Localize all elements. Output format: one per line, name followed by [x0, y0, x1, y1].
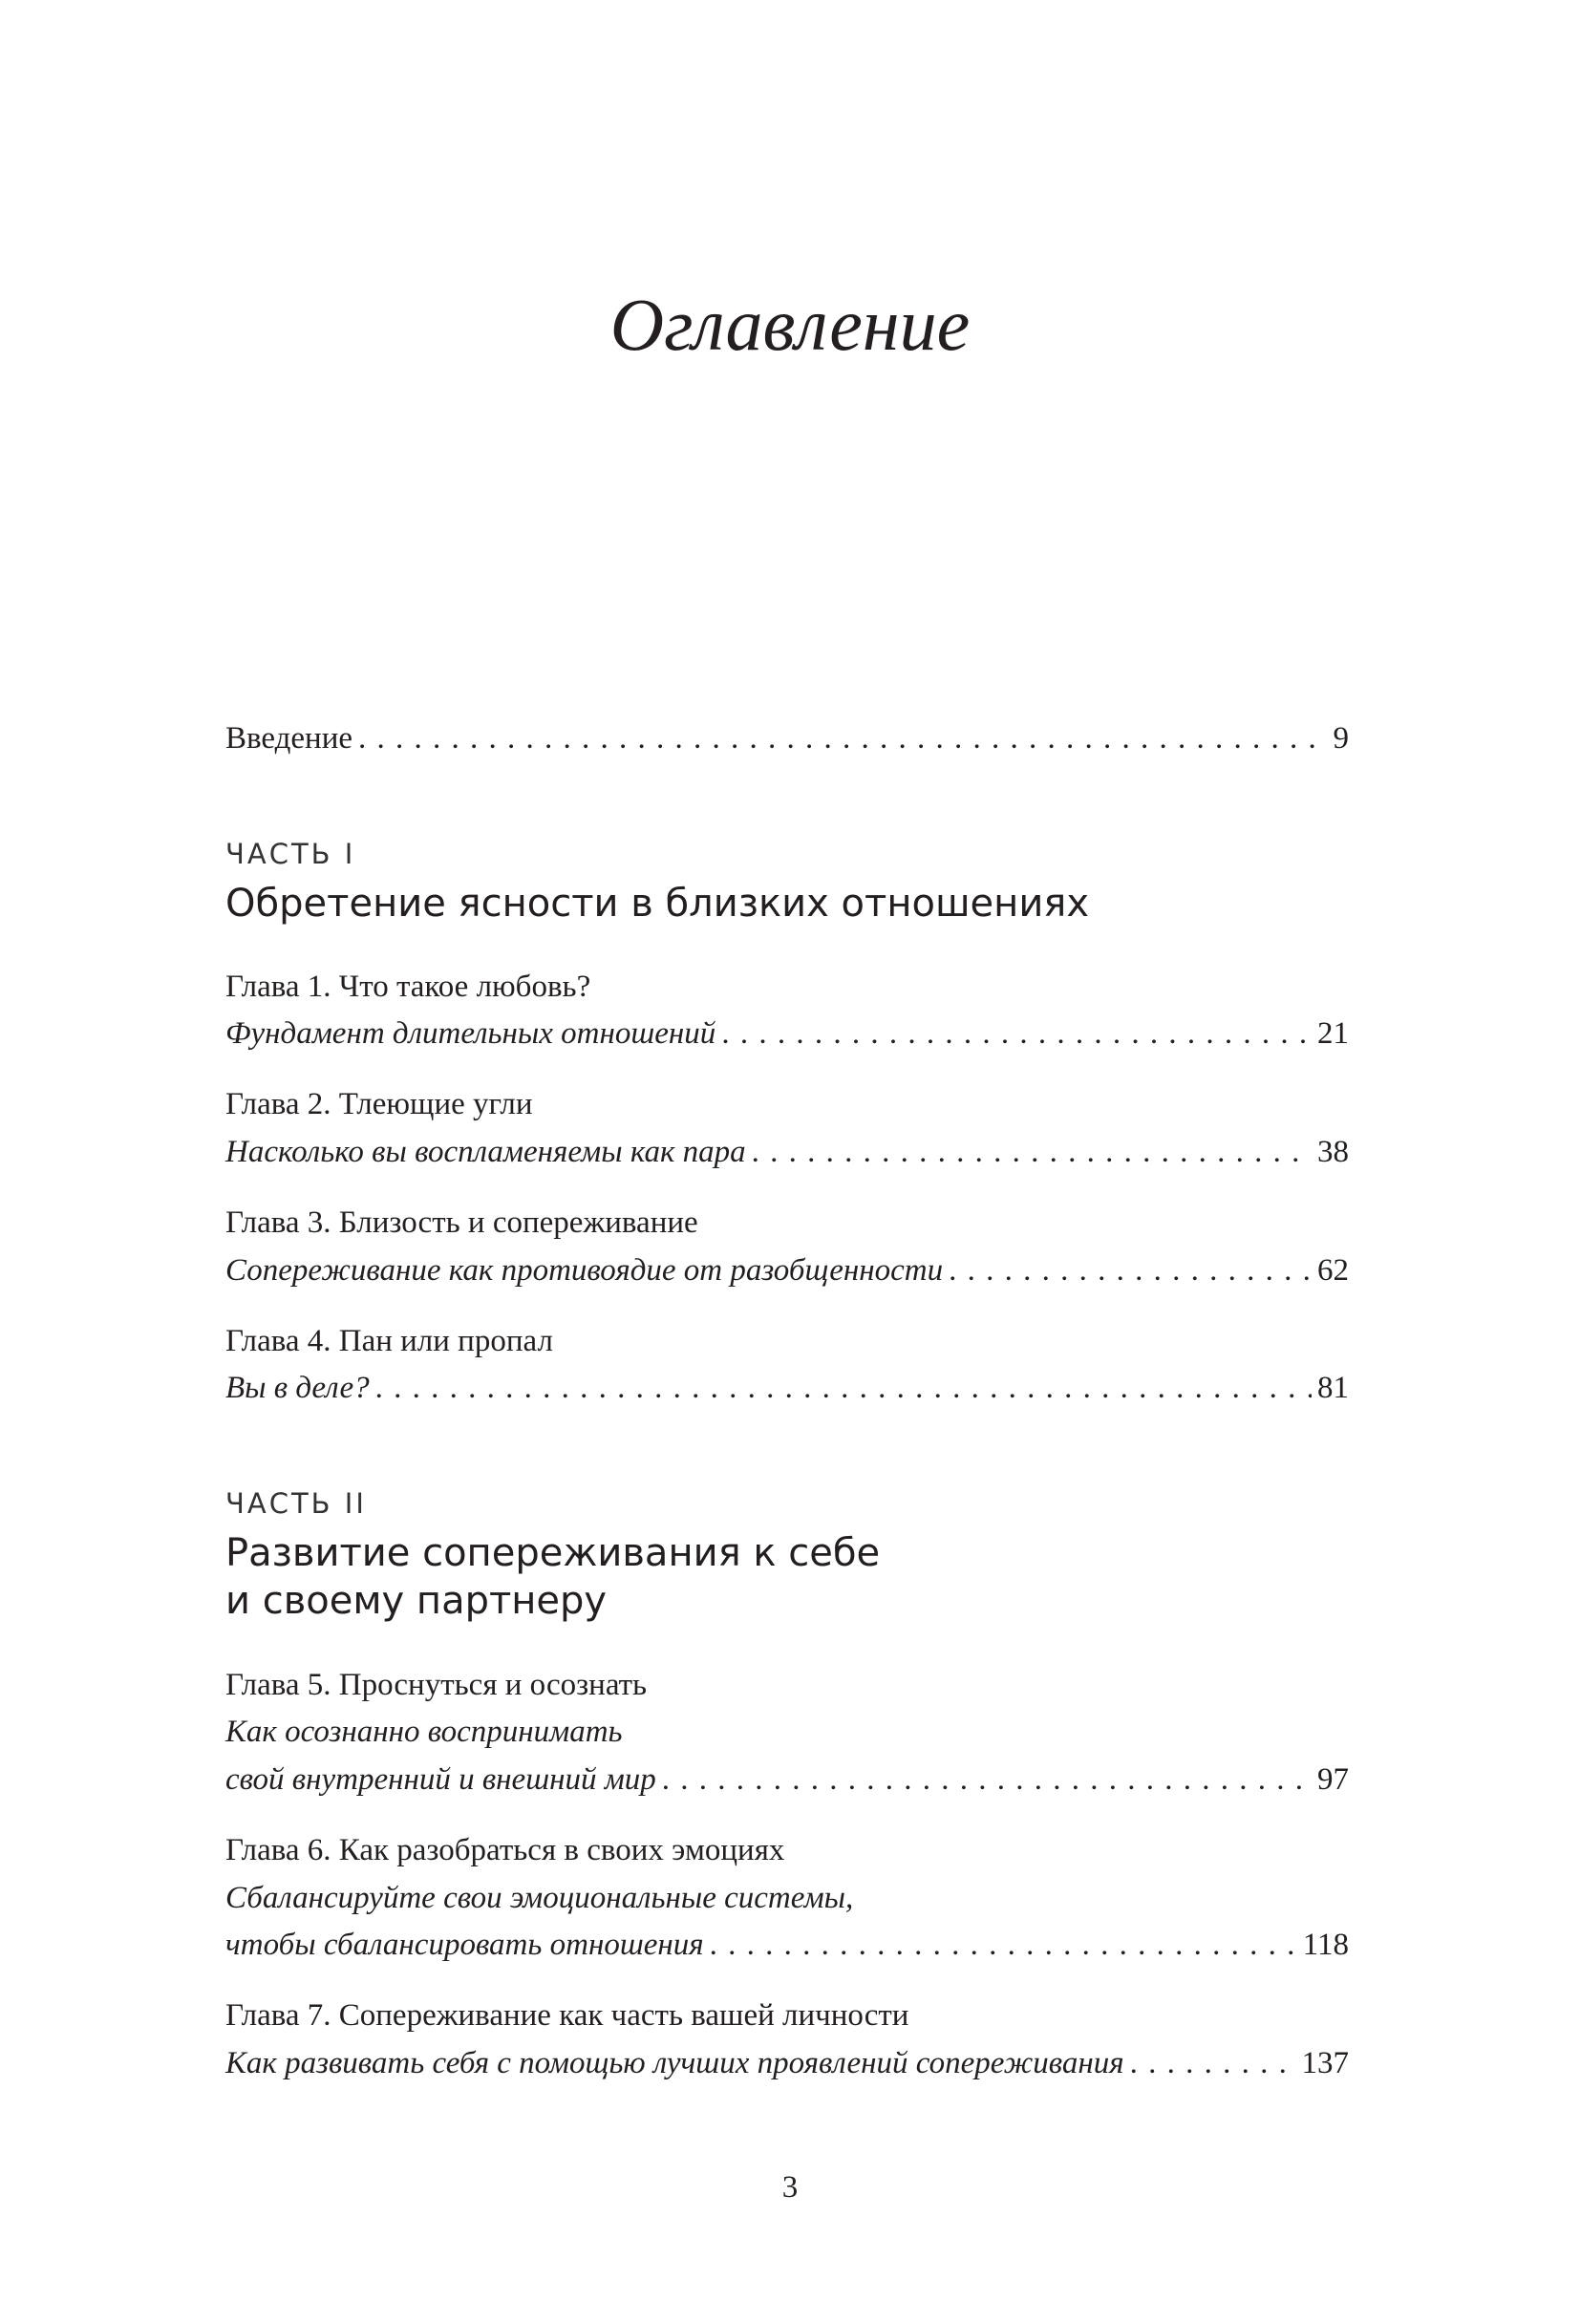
page-ref: 38: [1317, 1135, 1349, 1169]
page-ref: 21: [1317, 1016, 1349, 1051]
dot-leader: [721, 1010, 1312, 1057]
chapter-subtitle: Сбалансируйте свои эмоциональные системы,: [225, 1881, 854, 1915]
chapter-title-text: Глава 3. Близость и сопереживание: [225, 1205, 698, 1240]
page-ref: 118: [1302, 1928, 1349, 1962]
page-title: Оглавление: [609, 283, 971, 366]
part-title: Обретение ясности в близких отношениях: [225, 882, 1090, 926]
toc-entry[interactable]: [225, 2039, 1349, 2087]
dot-leader: [949, 1247, 1312, 1294]
page-ref: 62: [1317, 1253, 1349, 1288]
toc-entry[interactable]: [225, 1010, 1349, 1057]
chapter-subtitle: свой внутренний и внешний мир: [225, 1762, 656, 1797]
part-label: ЧАСТЬ II: [225, 1487, 367, 1520]
part-label: ЧАСТЬ I: [225, 838, 356, 870]
chapter-title[interactable]: [225, 963, 1349, 1011]
toc-entry[interactable]: [225, 1247, 1349, 1294]
chapter-title-text: Глава 5. Проснуться и осознать: [225, 1668, 648, 1702]
chapter-subtitle-line: [225, 1874, 1349, 1922]
chapter-subtitle: Насколько вы воспламеняемы как пара: [225, 1135, 746, 1169]
page-number: 3: [781, 2170, 799, 2205]
dot-leader: [662, 1756, 1312, 1803]
chapter-title-text: Глава 7. Сопереживание как часть вашей личности: [225, 1998, 909, 2033]
chapter-title-text: Глава 1. Что такое любовь?: [225, 970, 591, 1004]
chapter-subtitle: Как развивать себя с помощью лучших проявлений сопереживания: [225, 2046, 1124, 2080]
page-ref: 97: [1317, 1762, 1349, 1797]
dot-leader: [752, 1128, 1312, 1176]
toc-entry-intro[interactable]: [225, 714, 1349, 762]
dot-leader: [710, 1921, 1297, 1969]
chapter-subtitle: Как осознанно воспринимать: [225, 1715, 623, 1749]
chapter-title[interactable]: [225, 1080, 1349, 1128]
toc-entry[interactable]: [225, 1756, 1349, 1803]
chapter-title[interactable]: [225, 1661, 1349, 1709]
chapter-title-text: Глава 6. Как разобраться в своих эмоциях: [225, 1833, 785, 1867]
toc-entry[interactable]: [225, 1921, 1349, 1969]
chapter-title-text: Глава 2. Тлеющие угли: [225, 1087, 533, 1121]
chapter-title-text: Глава 4. Пан или пропал: [225, 1324, 553, 1358]
page-ref: 9: [1333, 721, 1349, 756]
part-title: и своему партнеру: [225, 1579, 608, 1623]
chapter-subtitle: чтобы сбалансировать отношения: [225, 1928, 704, 1962]
dot-leader: [358, 714, 1327, 762]
part-title: Развитие сопереживания к себе: [225, 1531, 881, 1575]
toc-entry[interactable]: [225, 1364, 1349, 1412]
chapter-subtitle-line: [225, 1708, 1349, 1756]
dot-leader: [375, 1364, 1312, 1412]
chapter-subtitle: Фундамент длительных отношений: [225, 1016, 716, 1051]
chapter-subtitle: Сопереживание как противоядие от разобщенности: [225, 1253, 944, 1288]
toc-entry[interactable]: [225, 1128, 1349, 1176]
page-ref: 137: [1301, 2046, 1349, 2080]
chapter-title[interactable]: [225, 1199, 1349, 1247]
chapter-title[interactable]: [225, 1826, 1349, 1874]
chapter-title[interactable]: [225, 1992, 1349, 2039]
chapter-subtitle: Вы в деле?: [225, 1371, 370, 1405]
entry-title: Введение: [225, 721, 353, 756]
dot-leader: [1130, 2039, 1296, 2087]
chapter-title[interactable]: [225, 1317, 1349, 1365]
page-ref: 81: [1317, 1371, 1349, 1405]
